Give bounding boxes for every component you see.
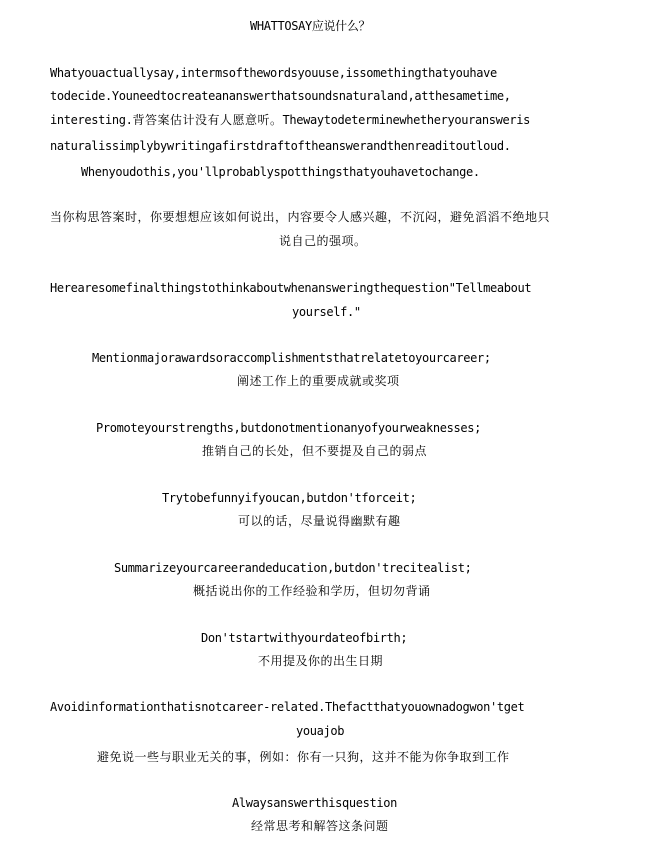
intro-en-line-3-en: interesting. <box>50 113 133 127</box>
tip-2-zh: 推销自己的长处，但不要提及自己的弱点 <box>202 444 428 458</box>
tip-4-zh: 概括说出你的工作经验和学历，但切勿背诵 <box>193 584 431 598</box>
intro-en-line-2: todecide.Youneedtocreateananswerthatsoundsnaturaland,atthesametime, <box>50 89 511 103</box>
tip-1-zh: 阐述工作上的重要成就或奖项 <box>237 374 400 388</box>
intro-en-line-1: Whatyouactuallysay,intermsofthewordsyouuse,issomethingthatyouhave <box>50 66 497 80</box>
tip-4-en: Summarizeyourcareerandeducation,butdon'trecitealist; <box>114 561 472 575</box>
final-things-line-1: Herearesomefinalthingstothinkaboutwhenansweringthequestion"Tellmeabout <box>50 281 532 295</box>
tip-7-zh: 经常思考和解答这条问题 <box>251 819 389 833</box>
tip-1-en: Mentionmajorawardsoraccomplishmentsthatrelatetoyourcareer; <box>92 351 491 365</box>
tip-2-en: Promoteyourstrengths,butdonotmentionanyofyourweaknesses; <box>96 421 481 435</box>
tip-5-zh: 不用提及你的出生日期 <box>258 654 384 668</box>
tip-7-en: Alwaysanswerthisquestion <box>232 796 397 810</box>
page-title: WHATTOSAY应说什么？ <box>250 19 371 33</box>
intro-en-line-3-zh: 背答案估计没有人愿意听。 <box>132 113 283 127</box>
tip-3-zh: 可以的话，尽量说得幽默有趣 <box>238 514 401 528</box>
intro-zh-line-2: 说自己的强项。 <box>279 234 367 248</box>
tip-5-en: Don'tstartwithyourdateofbirth; <box>201 631 408 645</box>
intro-zh-line-1: 当你构思答案时，你要想想应该如何说出，内容要令人感兴趣，不沉闷，避免滔滔不绝地只 <box>50 210 551 224</box>
intro-en-line-4: naturalissimplybywritingafirstdraftoftheanswerandthenreaditoutloud. <box>50 139 511 153</box>
final-things-line-2: yourself." <box>292 305 361 319</box>
tip-6-zh: 避免说一些与职业无关的事，例如：你有一只狗，这并不能为你争取到工作 <box>97 750 510 764</box>
tip-6-en-line-2: youajob <box>296 724 345 738</box>
tip-3-en: Trytobefunnyifyoucan,butdon'tforceit; <box>162 491 417 505</box>
tip-6-en-line-1: Avoidinformationthatisnotcareer-related.Thefactthatyouownadogwon'tget <box>50 700 525 714</box>
intro-en-line-5: Whenyoudothis,you'llprobablyspotthingsthatyouhavetochange. <box>81 165 480 179</box>
intro-en-line-3-en2: Thewaytodeterminewhetheryouransweris <box>282 113 531 127</box>
intro-en-line-3 <box>50 112 530 128</box>
